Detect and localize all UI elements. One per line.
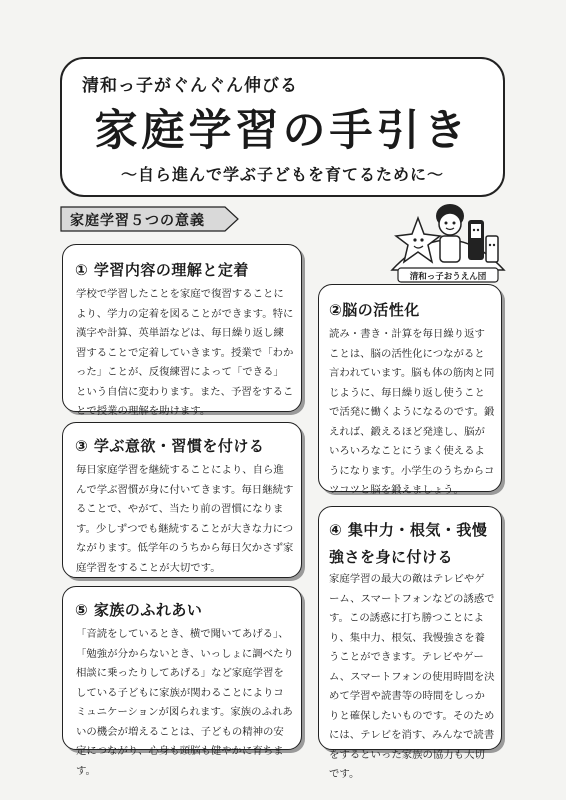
header-subtitle: 清和っ子がぐんぐん伸びる [82,76,298,96]
card-body: 毎日家庭学習を継続することにより、自ら進んで学ぶ習慣が身に付いてきます。毎日継続することで、やがて、当たり前の習慣になります。少しずつでも継続することが大きな力につながります。低学年のうちから毎日欠かさず家庭学習をすることが大切です。 [76,464,294,574]
card-heading: ① 学習内容の理解と定着 [75,261,249,279]
card-body: 学校で学習したことを家庭で復習することにより、学力の定着を図ることができます。特に漢字や計算、英単語などは、毎日繰り返し練習することで定着していきます。授業で「わかった」ことが、反復練習によって「できる」という自信に変わります。また、予習をすることで授業の理解を助けます。 [76,288,294,417]
card-body: 読み・書き・計算を毎日繰り返すことは、脳の活性化につながると言われています。脳も体の筋肉と同じように、毎日繰り返し使うことで活発に働くようになるのです。鍛えれば、鍛えるほど発達し、脳がいろいろなことにうまく使えるようになります。小学生のうちからコツコツと脳を鍛えましょう。 [329,328,495,496]
card-heading: ④ 集中力・根気・我慢強さを身に付ける [329,521,488,566]
card-concentration [318,506,502,780]
card-heading: ②脳の活性化 [329,301,420,319]
card-body: 家庭学習の最大の敵はテレビやゲーム、スマートフォンなどの誘惑です。この誘惑に打ち勝つことにより、集中力、根気、我慢強さを養うことができます。テレビやゲーム、スマートフォンの使用時間を決めて学習や読書等の時間をしっかりと確保したいものです。そのためには、テレビを消す、みんなで読書をするといった家族の協力も大切です。 [329,573,495,780]
section-label [60,206,240,232]
title-box [60,57,505,197]
mascot-caption: 清和っ子おうえん団 [409,272,487,282]
card-heading: ⑤ 家族のふれあい [75,601,203,619]
page-title: 家庭学習の手引き [94,106,471,156]
card-family-bond [62,586,302,777]
card-brain-activation [318,284,502,496]
card-motivation-habit [62,422,302,578]
card-body: 「音読をしているとき、横で聞いてあげる」、「勉強が分からないとき、いっしょに調べたり相談に乗ったりしてあげる」など家庭学習をしている子どもに家族が関わることによりコミュニケーションが図られます。家族のふれあいの機会が増えることは、子どもの精神の安定につながり、心身も頭脳も健やかに育ちます。 [76,628,294,777]
card-heading: ③ 学ぶ意欲・習慣を付ける [75,437,265,455]
header-tagline: ～自ら進んで学ぶ子どもを育てるために～ [120,165,444,184]
section-label-text: 家庭学習５つの意義 [70,213,205,229]
card-understanding [62,244,302,417]
